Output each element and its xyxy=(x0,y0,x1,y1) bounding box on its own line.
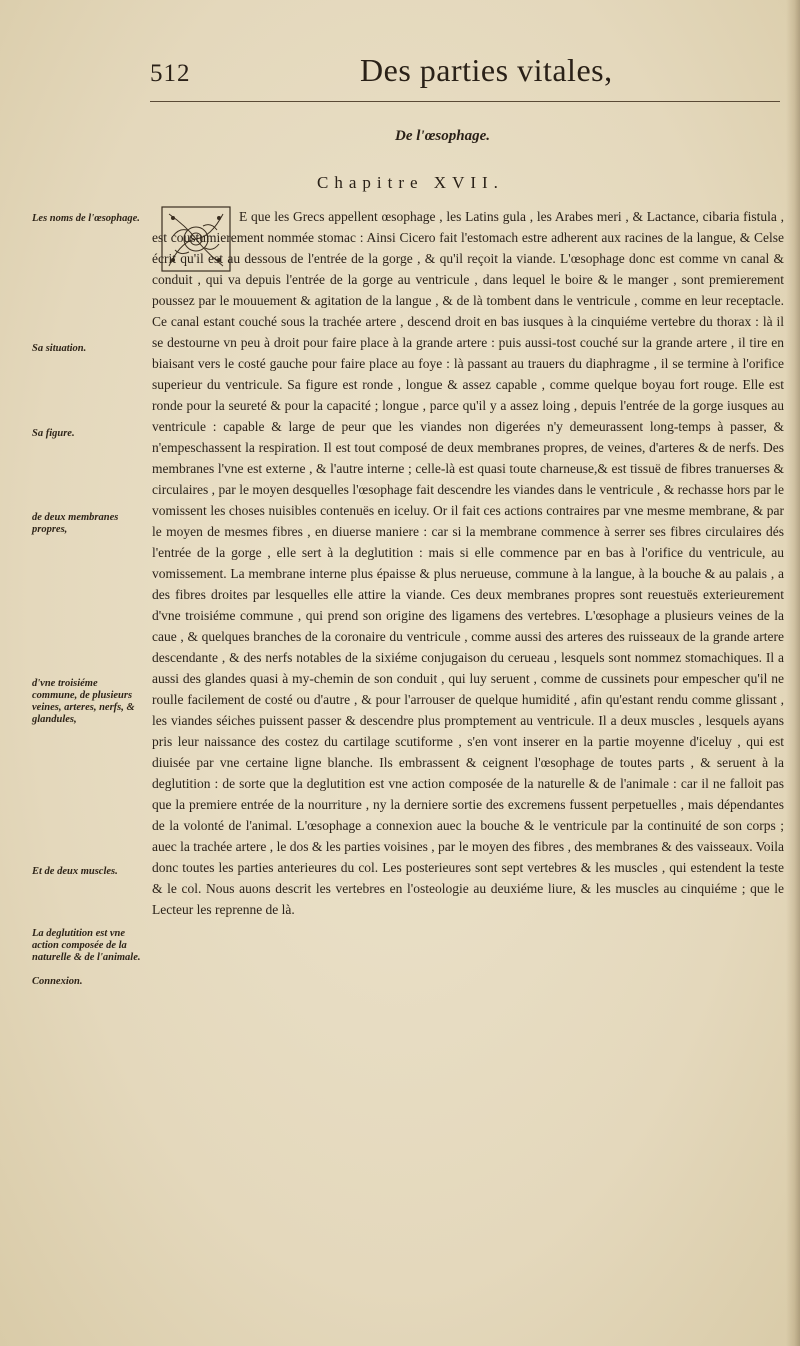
page-edge-shadow xyxy=(786,0,800,1346)
page-number: 512 xyxy=(150,60,191,87)
header-rule xyxy=(150,101,780,102)
margin-note-deglutition: La deglutition est vne action composée de la naturelle & de l'animale. xyxy=(32,928,141,963)
margin-note-noms: Les noms de l'œsophage. xyxy=(32,213,140,224)
chapter-heading: Chapitre XVII. xyxy=(317,173,504,192)
margin-note-connexion: Connexion. xyxy=(32,976,83,987)
show-through-stain xyxy=(280,1005,700,1047)
main-text xyxy=(152,206,784,920)
margin-note-figure: Sa figure. xyxy=(32,428,75,439)
body-text: E que les Grecs appellent œsophage , les Latins gula , les Arabes meri , & Lactance, cibaria fistula , est coustumierement nommée stomac : Ainsi Cicero fait l'estomach estre adherent aux racines de la langue, & Celse écrit qu'il est au dessous de l'entrée de la gorge , & qu'il reçoit la viande. L'œsophage donc est comme vn canal & conduit , qui va depuis l'entrée de la gorge au ventricule , dans lequel le boire & le manger , sont premierement poussez par le mouuement & agitation de la langue , & de là tombent dans le ventricule , comme en leur receptacle. Ce canal estant couché sous la trachée artere , descend droit en bas iusques à la cinquiéme vertebre du thorax : là il se destourne vn peu à droit pour faire place à la grande artere : puis aussi-tost couché sur la grande artere , il tire en biaisant vers le costé gauche pour faire place au foye : là passant au trauers du diaphragme , il se termine à l'orifice superieur du ventricule. Sa figure est ronde , longue & assez capable , comme quelque boyau fort rouge. Elle est ronde pour la seureté & pour la capacité ; longue , parce qu'il y a assez loing , depuis l'entrée de la gorge iusques au ventricule : capable & large de peur que les viandes non digerées n'y demeurassent long-temps à passer, & n'empeschassent la respiration. Il est tout composé de deux membranes propres, de veines, d'arteres & de nerfs. Des membranes l'vne est externe , & l'autre interne ; celle-là est quasi toute charneuse,& est tissuë de fibres tranuerses & circulaires , par le moyen desquelles l'œsophage fait descendre les viandes dans le ventricule , & rechasse hors par le vomissent les choses nuisibles contenuës en iceluy. Or il fait ces actions contraires par vne mesme membrane, & par le moyen de mesmes fibres , en diuerse maniere : car si la membrane commence à serrer ses fibres circulaires dés l'entrée de la gorge , elle sert à la deglutition : mais si elle commence par en bas à l'orifice du ventricule, au vomissement. La membrane interne plus épaisse & plus nerueuse, commune à la langue, à la bouche & au palais , a des fibres droites par lesquelles elle attire la viande. Ces deux membranes propres sont reuestuës exterieurement d'vne troisiéme commune , qui prend son origine des ligamens des vertebres. L'œsophage a plusieurs veines de la caue , & quelques branches de la coronaire du ventricule , comme aussi des arteres des ruisseaux de la grande artere descendante , & des nerfs notables de la sixiéme conjugaison du cerueau , lesquels sont nommez stomachiques. Il a aussi des glandes quasi à my-chemin de son conduit , qui luy seruent , comme de cussinets pour empescher qu'il ne roulle facilement de costé ou d'autre , & pour l'arrouser de quelque humidité , afin qu'estant rendu comme glissant , les viandes séiches puissent passer & descendre plus promptement au ventricule. Il a deux muscles , lesquels ayans pris leur naissance des costez du cartilage scutiforme , s'en vont inserer en la partie moyenne d'iceluy , qui est diuisée par vne certaine ligne blanche. Ils embrassent & ceignent l'œsophage de toutes parts , & seruent à la deglutition : de sorte que la deglutition est vne action composée de la naturelle & de l'animale : car il ne falloit pas que la premiere entrée de la nourriture , ny la derniere sortie des excremens fussent perpetuelles , mais dépendantes de la volonté de l'animal. L'œsophage a connexion auec la bouche & le ventricule par la continuité de son corps ; auec la trachée artere , le dos & les parties voisines , par le moyen des fibres , des membranes & des vaisseaux. Voila donc toutes les parties anterieures du col. Les posterieures sont sept vertebres & les muscles , qui estendent la teste & le col. Nous auons descrit les vertebres en l'osteologie au deuxiéme liure, & les muscles au cinquiéme ; que le Lecteur les reprenne de là. xyxy=(152,209,784,917)
margin-note-commune: d'vne troisiéme commune, de plusieurs veines, arteres, nerfs, & glandules, xyxy=(32,678,135,725)
margin-note-membranes: de deux membranes propres, xyxy=(32,512,119,535)
margin-note-situation: Sa situation. xyxy=(32,343,87,354)
running-title: Des parties vitales, xyxy=(360,52,613,88)
body-paragraph xyxy=(152,206,784,920)
section-title: De l'œsophage. xyxy=(395,128,490,144)
margin-note-muscles: Et de deux muscles. xyxy=(32,866,118,877)
